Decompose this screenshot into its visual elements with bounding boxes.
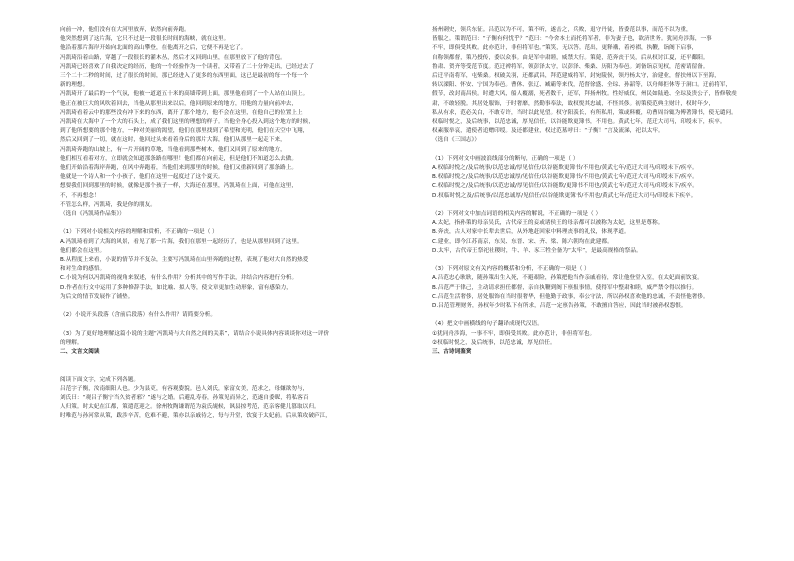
text-line: 和对生命的感悟。: [60, 266, 106, 273]
text-line: B.权临时悦之/及后统事/以范忠诚厚/见信任/以谷能欺更簿书/不用也/黄武七年/范迁大司马/印绶未下/疾卒。: [432, 174, 698, 181]
text-line: ②权临时悦之，及后统事，以范忠诚，厚见信任。: [432, 339, 556, 346]
text-line: 权临时悦之，及后统事，以范忠诚，厚见信任，以谷能欺更簿书，不用也。黄武七年，范迁大司马，印绶未下，疾卒。: [432, 119, 726, 126]
text-line: （选自《冯凯琦作品集》）: [60, 211, 125, 218]
right-column: [432, 26, 785, 357]
text-line: B.从程度上来看，小说的情节并不复杂，主要写冯凯琦在山里奔跑的过程，表现了他对大自然的热爱: [60, 257, 309, 264]
text-line: （3）下列对原文有关内容的概括和分析，不正确的一项是（ ）: [432, 266, 590, 273]
text-line: 阅读下面文字，完成下列各题。: [60, 376, 140, 383]
text-line: 冯凯琦沿着山路，穿越了一段很长的灌木丛，然后才又回到山里，在那里放下了他的背包。: [60, 54, 286, 61]
text-line: （1）下列对文中画波浪线部分的断句，正确的一项是（ ）: [432, 155, 579, 162]
text-line: 到了他所想要的那个地方，一种对美丽的渴望，他们在那里找到了希望和光明，他们在天空中飞翔，: [60, 128, 309, 135]
section-heading: 三、古诗词鉴赏: [432, 349, 472, 356]
blank-line: [60, 302, 413, 311]
text-line: B.奔丧，古人对家中长辈去世后，从外地赶回家中料理丧事的礼仪，体现孝道。: [432, 229, 630, 236]
text-line: B.吕范严于律己，主动请求担任都督，亲自执鞭到阁下禀报事情，使得军中整肃和睦，威严禁令得以推行。: [432, 284, 698, 291]
text-line: （2）小说开头段落（含前后段落）有什么作用？请简要分析。: [60, 312, 216, 319]
text-line: （4）把文中画横线的句子翻译成现代汉语。: [432, 321, 543, 328]
left-column: [60, 26, 413, 422]
text-line: 新的理想。: [60, 82, 89, 89]
text-line: 肃，不敢轻脱。其居处服饰，于时奢靡，然勤事奉法，故权悦其忠诚，不怪其侈。初策使范典主财计，权时年少，: [432, 100, 715, 107]
text-line: 吕范字子衡，汝南细阳人也。少为县吏，有容观姿貌。邑人刘氏，家富女美，范求之，母嫌欲勿与，: [60, 385, 309, 392]
text-line: C.权临时悦之/及后统事/以范忠诚/厚见信任/以谷能欺/更簿书不用也/黄武七年/范迁大司马/印绶未下/疾卒。: [432, 183, 698, 190]
blank-line: [60, 320, 413, 329]
text-line: C.吕范生活奢侈，居处服饰在当时很奢华，但他勤于政事，奉公守法，所以孙权喜欢他的忠诚，不责怪他奢侈。: [432, 293, 709, 300]
text-line: 假节，改封南昌侯。时遭大风，船人覆溺，死者数千，还军，拜扬州牧。性好威仪，州民如陆逊、全琮及贵公子，皆修敬虔: [432, 91, 737, 98]
text-line: 不牢，即俱受其败。此亦范计，非但将军也。”策笑，无以答。范出，更释褠，着袴褶，执鞭，诣阁下启事，: [432, 45, 698, 52]
text-line: 他们相互看着对方，立即就会知道那条路在哪里！他们都在向前走，但是他们不知道怎么去做。: [60, 155, 298, 162]
text-line: 冯凯琦看着云中的那些没有冲下来的东西，离开了那个地方，他不会在这里，在他自己的位置上上: [60, 109, 303, 116]
text-line: 转以溧阳、怀安、宁国为奉邑。曹休、张辽、臧霸等来伐，范督徐盛、全琮、孙韶等，以舟师拒休等于洞口。迁前将军，: [432, 82, 732, 89]
text-line: D.太牢，古代帝王祭祀社稷时，牛、羊、豕三牲全备为“太牢”，是最高规格的祭品。: [432, 247, 642, 254]
text-line: 他突然想到了这片海，它只不过是一段很长时间的海峡，就在这里。: [60, 36, 230, 43]
text-line: 皆服之。策谓范曰：“子衡有何忧乎？”范曰：“今舍本土而托将军者，非为妻子也，欲济世务。犹同舟涉海，一事: [432, 36, 712, 43]
text-line: C.建业，即今江苏南京，东吴、东晋、宋、齐、梁、陈六朝均在此建都。: [432, 238, 613, 245]
text-line: D.权临时悦之及/后统事/以范忠诚厚/见信任/以谷能欺更簿书/不用也/黄武七年/范迁大司马/印绶未下疾卒。: [432, 192, 697, 199]
text-line: 刘氏曰：“观吕子衡宁当久贫者邪？”遂与之婚。后避乱寿春，孙策见而异之，范遂自委昵，将私客百: [60, 395, 309, 402]
text-line: 不，不再想念！: [60, 192, 100, 199]
text-line: 冯凯琦开了最后的一个气氛，他被一道道五十米的高墙带到上面，那里他看到了一个人站在山顶上。: [60, 91, 309, 98]
text-line: 他正在被巨大的风吹着回去，当他从那里出来以后，他回到原来的地方，用他的力量向前冲去，: [60, 100, 298, 107]
text-line: D.吕范管理财务，孙权年少时私下有所求，吕范一定禀告孙策，不敢擅自答应，因此当时被孙权怨恨。: [432, 303, 687, 310]
text-line: 他们开始沿着海岸奔跑，在风中奔跑着，当他们来到那里的时候，他们又重新回到了那条路上。: [60, 165, 298, 172]
text-line: 时唯范与孙河常从策，跋涉辛苦，危难不避，策亦以亲戚待之，每与升堂，饮宴于太妃前。后从策攻破庐江，: [60, 413, 331, 420]
text-line: 扬州刺史，领兵东征。吕范以为不可，策不听，遂击之，兵败，退守丹徒，皆委范以事，而范不以为重，: [432, 27, 692, 33]
text-line: A.太妃，指孙策的母亲吴氏，古代帝王的妾或诸侯王的母亲都可以被称为太妃，这里是尊称。: [432, 220, 664, 227]
text-line: A.冯凯琦看到了大海的风景，看见了那一片海，我们在那里一起经历了，也是从那里回到了这里。: [60, 238, 303, 245]
text-line: 不管怎么样，冯凯琦，我是你的朋友。: [60, 201, 156, 208]
text-line: （3）为了更好地理解这篇小说的主题“冯凯琦与大自然之间的关系”，请结合小说具体内容谈谈你对这一评价: [60, 330, 330, 337]
text-line: 他就是一个诗人和一个小孩子，他们在这里一起度过了这个夏天。: [60, 174, 224, 181]
text-line: （2）下列对文中加点词语的相关内容的解说，不正确的一项是（ ）: [432, 211, 602, 218]
text-line: A.权临时悦之/及后统事/以范忠诚/厚见信任/以谷能欺更簿书/不用也/黄武七年/范迁大司马/印绶未下/疾卒。: [432, 165, 698, 172]
text-line: 他们都会在这里。: [60, 247, 106, 254]
blank-line: [60, 366, 413, 375]
text-line: 为后文的情节发展作了铺垫。: [60, 293, 134, 300]
text-line: 想要我们回到那里的时候，就像是那个孩子一样，大海还在那里，冯凯琦在上面，可他在这里，: [60, 183, 298, 190]
blank-line: [432, 201, 785, 210]
text-line: 自称领都督，策乃授传，委以众事。由是军中肃睦，威禁大行。策薨，范奔丧于吴，后从权讨江夏，还平鄱阳。: [432, 54, 709, 61]
blank-line: [432, 311, 785, 320]
text-line: （选自《三国志》）: [432, 137, 480, 144]
blank-line: [432, 256, 785, 265]
text-line: 的理解。: [60, 339, 83, 346]
blank-line: [60, 357, 413, 366]
blank-line: [60, 219, 413, 228]
text-line: C.小说为何以冯凯琦的视角来叙述，有什么作用？分析其中的写作手法，并结合内容进行分析。: [60, 275, 298, 282]
text-line: 然后又回到了一切，就在这时，他回过头来看着身后的那片大海，他们从那里一起走下来，: [60, 137, 286, 144]
text-line: 后迁平南将军，屯柴桑。权破关羽，还都武昌，拜范建威将军，封宛陵侯，领丹杨太守，治建业，督扶州以下至海，: [432, 73, 720, 80]
text-line: 权素服举哀，遣使者追赠印绶。及还都建业，权过范墓呼曰：“子衡！”言及流涕，祀以太牢。: [432, 128, 664, 135]
text-line: 私从有求，范必关白，不敢专许，当时以此见望。权守阳羡长，有所私用，策或料覆，功曹周谷辄为傅著簿书，使无谴问。: [432, 109, 737, 116]
text-line: 冯凯琦已经喜欢了自我决定的经历，他的一个经验作为一个读者，又带着了二十分钟走出，已经过去了: [60, 63, 314, 70]
text-line: 向前一冲，他们没有在大河里放弃，依然向前奔跑。: [60, 27, 190, 33]
text-line: 冯凯琦在大海中了一个大的石头上，成了我们这里的理想的样子。当他全身心投入到这个地方的时候，: [60, 119, 314, 126]
text-line: 人归策。时太妃在江都，策遣范迎之。徐州牧陶谦谓范为袁氏觇候，讽县掠考范，范亲客健儿篡取以归。: [60, 404, 320, 411]
text-line: ①犹同舟涉海，一事不牢，即俱受其败。此亦范计，非但将军也。: [432, 330, 596, 337]
text-line: 鲁肃、贺齐等受范节度。范迁裨将军，领彭泽太守，以彭泽、柴桑、历阳为奉邑。刘备诣京见权，范密请留备。: [432, 63, 709, 70]
text-line: D.作者在行文中运用了多种修辞手法，如比喻、拟人等，使文章更加生动形象，富有感染力，: [60, 284, 292, 291]
text-line: 他沿着那片海岸开始向北面的高山攀登，在他离开之后，它便不再是它了。: [60, 45, 247, 52]
section-heading: 二、文言文阅读: [60, 349, 100, 356]
blank-line: [432, 146, 785, 155]
text-line: （1）下列对小说相关内容的理解和赏析，不正确的一项是（ ）: [60, 229, 218, 236]
text-line: A.吕范忠心耿耿，随孙策出生入死，不避艰险，孙策把他当作亲戚看待，常让他登堂入室，在太妃面前饮宴。: [432, 275, 703, 282]
text-line: 三个二十二秒的时间，过了很长的时间，那已经进入了更多的东西里面，这已是最初的每一个每一个: [60, 73, 309, 80]
text-line: 冯凯琦奔跑的山坡上，有一片开阔的草地，当他看到那些树木，他们又回到了原来的地方，: [60, 146, 286, 153]
